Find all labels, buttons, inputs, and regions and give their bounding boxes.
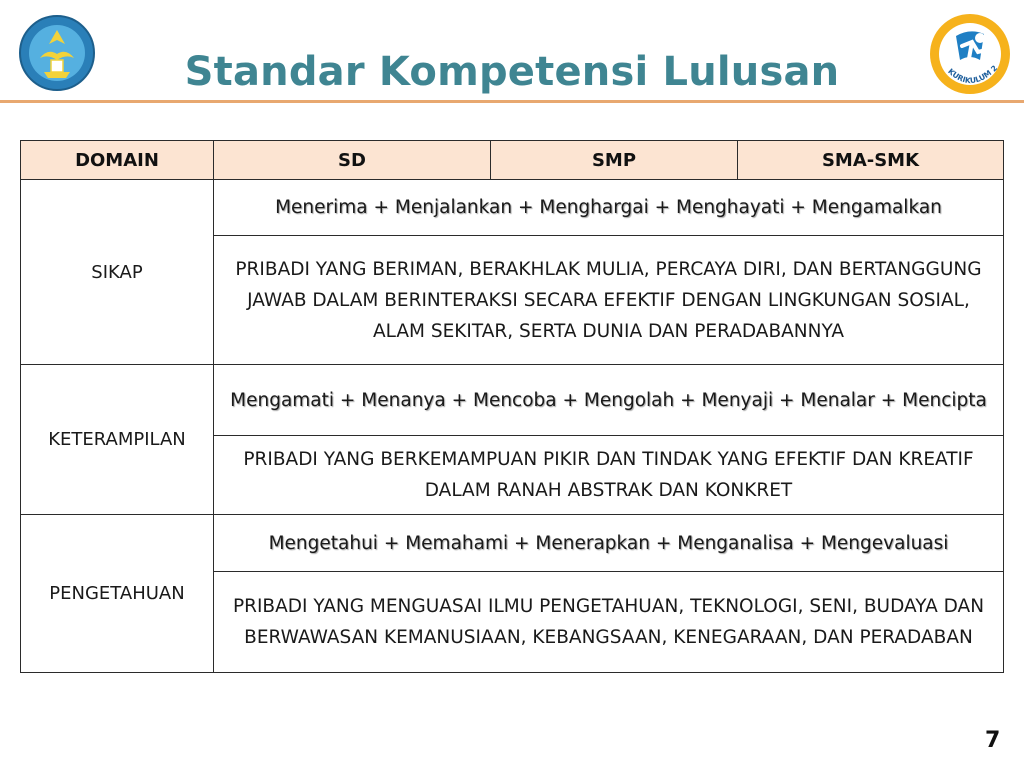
kurikulum-2013-logo-icon bbox=[928, 12, 1012, 96]
competency-table bbox=[20, 140, 1004, 673]
domain-sikap: SIKAP bbox=[21, 180, 214, 365]
description-pengetahuan: PRIBADI YANG MENGUASAI ILMU PENGETAHUAN, TEKNOLOGI, SENI, BUDAYA DAN BERWAWASAN KEMANUSIAAN, KEBANGSAAN, KENEGARAAN, DAN PERADABAN bbox=[214, 572, 1004, 673]
domain-pengetahuan: PENGETAHUAN bbox=[21, 515, 214, 673]
header-divider bbox=[0, 100, 1024, 103]
description-sikap: PRIBADI YANG BERIMAN, BERAKHLAK MULIA, PERCAYA DIRI, DAN BERTANGGUNG JAWAB DALAM BERINTERAKSI SECARA EFEKTIF DENGAN LINGKUNGAN SOSIAL, ALAM SEKITAR, SERTA DUNIA DAN PERADABANNYA bbox=[214, 236, 1004, 365]
column-header-domain: DOMAIN bbox=[21, 141, 214, 180]
column-header-sd: SD bbox=[214, 141, 491, 180]
process-keterampilan: Mengamati + Menanya + Mencoba + Mengolah + Menyaji + Menalar + Mencipta bbox=[214, 365, 1004, 436]
process-sikap: Menerima + Menjalankan + Menghargai + Menghayati + Mengamalkan bbox=[214, 180, 1004, 236]
page-title: Standar Kompetensi Lulusan bbox=[184, 48, 840, 95]
column-header-sma-smk: SMA-SMK bbox=[738, 141, 1004, 180]
table-row-sikap-process bbox=[21, 180, 1004, 236]
domain-keterampilan: KETERAMPILAN bbox=[21, 365, 214, 515]
table-row-keterampilan-process bbox=[21, 365, 1004, 436]
column-header-smp: SMP bbox=[491, 141, 738, 180]
table-row-pengetahuan-process bbox=[21, 515, 1004, 572]
page-number: 7 bbox=[985, 728, 1001, 753]
logo-right-text: KURIKULUM 2 bbox=[946, 63, 1000, 86]
process-pengetahuan: Mengetahui + Memahami + Menerapkan + Menganalisa + Mengevaluasi bbox=[214, 515, 1004, 572]
table-header-row bbox=[21, 141, 1004, 180]
description-keterampilan: PRIBADI YANG BERKEMAMPUAN PIKIR DAN TINDAK YANG EFEKTIF DAN KREATIF DALAM RANAH ABSTRAK DAN KONKRET bbox=[214, 436, 1004, 515]
